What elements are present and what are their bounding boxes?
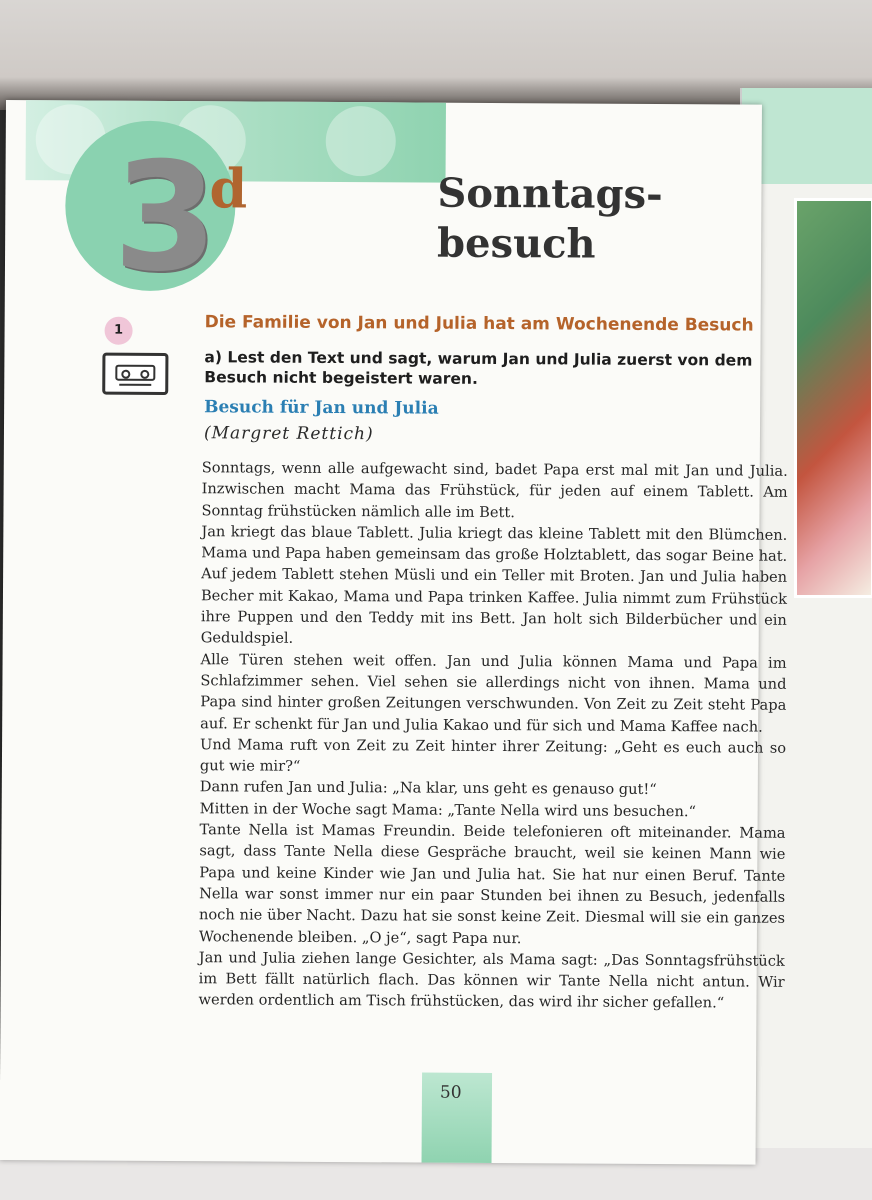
story-paragraph: Dann rufen Jan und Julia: „Na klar, uns geht es genauso gut!“ — [199, 778, 657, 799]
story-paragraph: Und Mama ruft von Zeit zu Zeit hinter ihrer Zeitung: „Geht es euch auch so gut wie mir?“ — [199, 736, 787, 775]
cassette-icon — [102, 353, 168, 395]
page-number: 50 — [439, 1082, 462, 1103]
story-paragraph: Alle Türen stehen weit offen. Jan und Julia können Mama und Papa im Schlafzimmer sehen. Viel sehen sie allerdings nicht von ihnen. Mama und Papa sind hinter großen Zeitungen verschwunden. Von Zeit zu Zeit steht Papa auf. Er schenkt für Jan und Julia Kakao und für sich und Mama Kaffee nach. — [200, 650, 787, 736]
exercise-task: a) Lest den Text und sagt, warum Jan und Julia zuerst von dem Besuch nicht begeistert waren. — [204, 348, 753, 388]
exercise-number-badge: 1 — [105, 317, 133, 345]
story-paragraph: Sonntags, wenn alle aufgewacht sind, badet Papa erst mal mit Jan und Julia. Inzwischen macht Mama das Frühstück, für jeden auf einem Tablett. Am Sonntag frühstücken nämlich alle im Bett. — [201, 459, 788, 521]
textbook-page — [0, 100, 788, 1165]
story-paragraph: Jan und Julia ziehen lange Gesichter, als Mama sagt: „Das Sonntagsfrühstück im Bett fällt natürlich flach. Das können wir Tante Nella nicht antun. Wir werden ordentlich am Tisch frühstücken, das wird ihr sicher gefallen.“ — [198, 949, 785, 1012]
decor-hexagon — [326, 106, 396, 176]
cassette-reel — [121, 370, 130, 379]
cassette-base — [119, 384, 151, 390]
story-title: Besuch für Jan und Julia — [204, 397, 439, 419]
lesson-letter: d — [209, 156, 248, 221]
adjacent-page-illustration — [794, 198, 872, 598]
story-paragraph: Jan kriegt das blaue Tablett. Julia kriegt das kleine Tablett mit den Blümchen. Mama und Papa haben gemeinsam das große Holztablett, das sogar Beine hat. Auf jedem Tablett stehen Müsli und ein Teller mit Broten. Jan und Julia haben Becher mit Kakao, Mama und Papa trinken Kaffee. Julia nimmt zum Frühstück ihre Puppen und den Teddy mit ins Bett. Jan holt sich Bilderbücher und ein Geduldspiel. — [200, 523, 788, 648]
story-author: (Margret Rettich) — [203, 423, 374, 445]
lesson-number: 3 — [112, 130, 219, 306]
exercise-heading: Die Familie von Jan und Julia hat am Wochenende Besuch — [204, 312, 754, 336]
cassette-window — [115, 365, 155, 381]
story-paragraph: Mitten in der Woche sagt Mama: „Tante Nella wird uns besuchen.“ — [199, 799, 697, 820]
cassette-reel — [140, 370, 149, 379]
story-paragraph: Tante Nella ist Mamas Freundin. Beide telefonieren oft miteinander. Mama sagt, dass Tante Nella diese Gespräche braucht, weil sie keinen Mann wie Papa und keine Kinder wie Jan und Julia hat. Sie hat nur einen Beruf. Tante Nella war sonst immer nur ein paar Stunden bei ihnen zu Besuch, jedenfalls noch nie über Nacht. Dazu hat sie sonst keine Zeit. Diesmal will sie ein ganzes Wochenende bleiben. „O je“, sagt Papa nur. — [198, 821, 786, 947]
lesson-title: Sonntags- besuch — [436, 169, 663, 268]
story-text — [198, 457, 787, 1014]
